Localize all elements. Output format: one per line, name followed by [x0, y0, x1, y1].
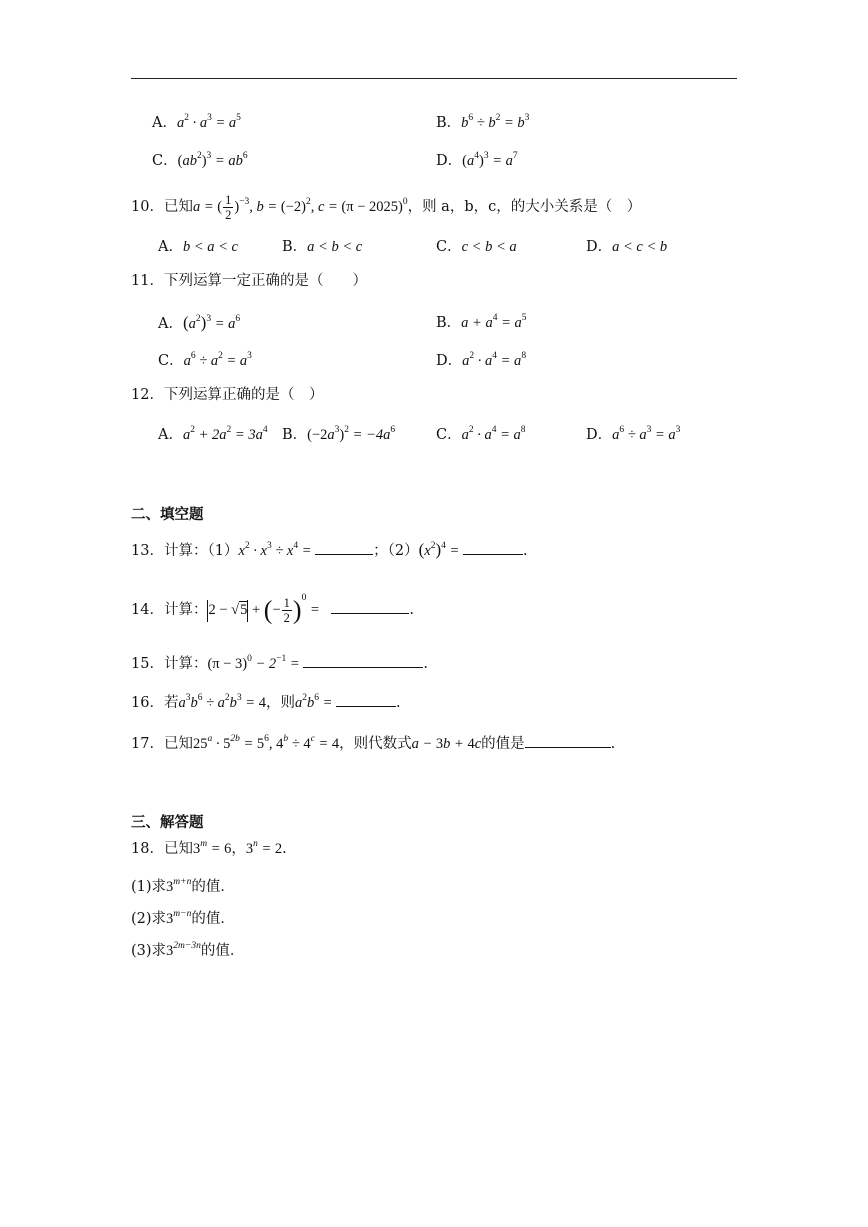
question-11: 11．下列运算一定正确的是（ ） — [131, 273, 367, 289]
question-18-part-1: (1)求$3^{m+n}$的值． — [131, 877, 235, 895]
question-17: 17．已知$25^a \cdot 5^{2b} = 5^6$, $4^b \div 4^c = 4$，则代数式a − 3b + 4c的值是 . — [131, 734, 616, 752]
question-13: 13．计算：$(1)x^2 \cdot x^3 \div x^4$ = ；$(2)(x^2)^4$ = . — [131, 540, 528, 559]
answer-blank[interactable] — [525, 733, 611, 748]
answer-blank[interactable] — [331, 599, 409, 614]
question-14: 14．计算：2 − √5 + (− $\frac{1}{2}$ )$^0$ = . — [131, 592, 414, 625]
q12-option-a: A．$a^2 + 2a^2 = 3a^4$ — [158, 425, 268, 443]
q12-option-c: C．$a^2 \cdot a^4 = a^8$ — [436, 425, 526, 443]
q9-option-a: A．$a^2 \cdot a^3 = a^5$ — [152, 113, 241, 131]
q9-option-d: D．$(a^4)^3 = a^7$ — [436, 151, 518, 169]
question-18-part-3: (3)求$3^{2m-3n}$的值． — [131, 941, 245, 959]
question-18: 18．已知$3^m = 6$，$3^n = 2$. — [131, 839, 287, 857]
q11-option-d: D．$a^2 \cdot a^4 = a^8$ — [436, 351, 527, 369]
q10-option-c: C．c < b < a — [436, 239, 517, 255]
q10-option-d: D．a < c < b — [586, 239, 668, 255]
answer-blank[interactable] — [315, 540, 373, 555]
question-12: 12．下列运算正确的是（ ） — [131, 387, 324, 403]
section-fill-in-title: 二、填空题 — [131, 507, 204, 523]
header-rule — [131, 78, 737, 79]
q11-option-c: C．$a^6 \div a^2 = a^3$ — [158, 351, 252, 369]
q10-option-b: B．a < b < c — [282, 239, 363, 255]
question-10: 10．已知a = ( $\frac{1}{2}$ )$^{-3}$, $b = (-2)^2$, $c = (\pi - 2025)^0$，则 a，b，c，的大小关系是（ ） — [131, 193, 642, 222]
section-solve-title: 三、解答题 — [131, 815, 204, 831]
q9-option-b: B．$b^6 \div b^2 = b^3$ — [436, 113, 530, 131]
question-16: 16．若$a^3b^6 \div a^2b^3 = 4$，则$a^2b^6$ = . — [131, 693, 401, 711]
q12-option-b: B．$(-2a^3)^2 = -4a^6$ — [282, 425, 396, 443]
q9-option-c: C．$(ab^2)^3 = ab^6$ — [152, 151, 248, 169]
q11-option-a: A．$(a^2)^3 = a^6$ — [158, 313, 241, 332]
question-18-part-2: (2)求$3^{m-n}$的值． — [131, 909, 235, 927]
q12-option-d: D．$a^6 \div a^3 = a^3$ — [586, 425, 681, 443]
q10-option-a: A．b < a < c — [158, 239, 238, 255]
answer-blank[interactable] — [463, 540, 523, 555]
question-15: 15．计算：$(\pi - 3)^0 - 2^{-1}$ = . — [131, 654, 428, 672]
answer-blank[interactable] — [303, 653, 423, 668]
answer-blank[interactable] — [336, 692, 396, 707]
q11-option-b: B．$a + a^4 = a^5$ — [436, 313, 527, 331]
